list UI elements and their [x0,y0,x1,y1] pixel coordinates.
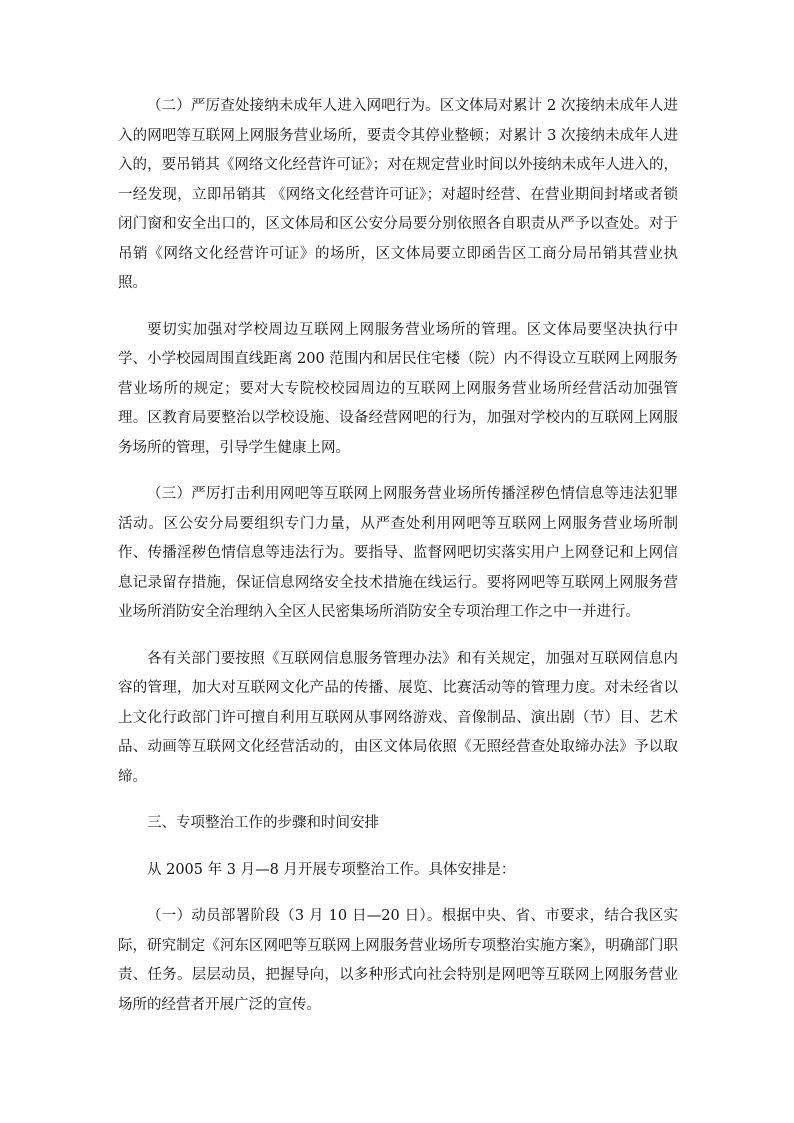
paragraph-schedule: 从 2005 年 3 月—8 月开展专项整治工作。具体安排是： [147,861,516,878]
paragraph-illegal-content: （三）严厉打击利用网吧等互联网上网服务营业场所传播淫秽色情信息等违法犯罪活动。区公安分局要组织专门力量，从严查处利用网吧等互联网上网服务营业场所制作、传播淫秽色情信息等违法行为。要指导、监督网吧切实落实用户上网登记和上网信息记录留存措施，保证信息网络安全技术措施在线运行。要将网吧等互联网上网服务营业场所消防安全治理纳入全区人民密集场所消防安全专项治理工作之中一并进行。 [118,486,678,620]
paragraph-content-management: 各有关部门要按照《互联网信息服务管理办法》和有关规定，加强对互联网信息内容的管理，加大对互联网文化产品的传播、展览、比赛活动等的管理力度。对未经省以上文化行政部门许可擅自利用互联网从事网络游戏、音像制品、演出剧（节）目、艺术品、动画等互联网文化经营活动的，由区文体局依照《无照经营查处取缔办法》予以取缔。 [118,650,678,785]
paragraph-mobilization-stage: （一）动员部署阶段（3 月 10 日—20 日）。根据中央、省、市要求，结合我区实际，研究制定《河东区网吧等互联网上网服务营业场所专项整治实施方案》，明确部门职责、任务。层层动员，把握导向，以多种形式向社会特别是网吧等互联网上网服务营业场所的经营者开展广泛的宣传。 [118,908,678,1013]
section-heading-steps: 三、专项整治工作的步骤和时间安排 [147,815,379,831]
paragraph-minors-entry: （二）严厉查处接纳未成年人进入网吧行为。区文体局对累计 2 次接纳未成年人进入的网吧等互联网上网服务营业场所，要责令其停业整顿；对累计 3 次接纳未成年人进入的，要吊销其《网络文化经营许可证》；对在规定营业时间以外接纳未成年人进入的，一经发现，立即吊销其 《网络文化经营许可证》；对超时经营、在营业期间封堵或者锁闭门窗和安全出口的，区文体局和区公安分局要分别依照各自职责从严予以查处。对于吊销《网络文化经营许可证》的场所，区文体局要立即函告区工商分局吊销其营业执照。 [118,98,678,291]
paragraph-school-surroundings: 要切实加强对学校周边互联网上网服务营业场所的管理。区文体局要坚决执行中学、小学校园周围直线距离 200 范围内和居民住宅楼（院）内不得设立互联网上网服务营业场所的规定；要对大专院校校园周边的互联网上网服务营业场所经营活动加强管理。区教育局要整治以学校设施、设备经营网吧的行为，加强对学校内的互联网上网服务场所的管理，引导学生健康上网。 [118,321,678,456]
document-page [118,92,678,1020]
